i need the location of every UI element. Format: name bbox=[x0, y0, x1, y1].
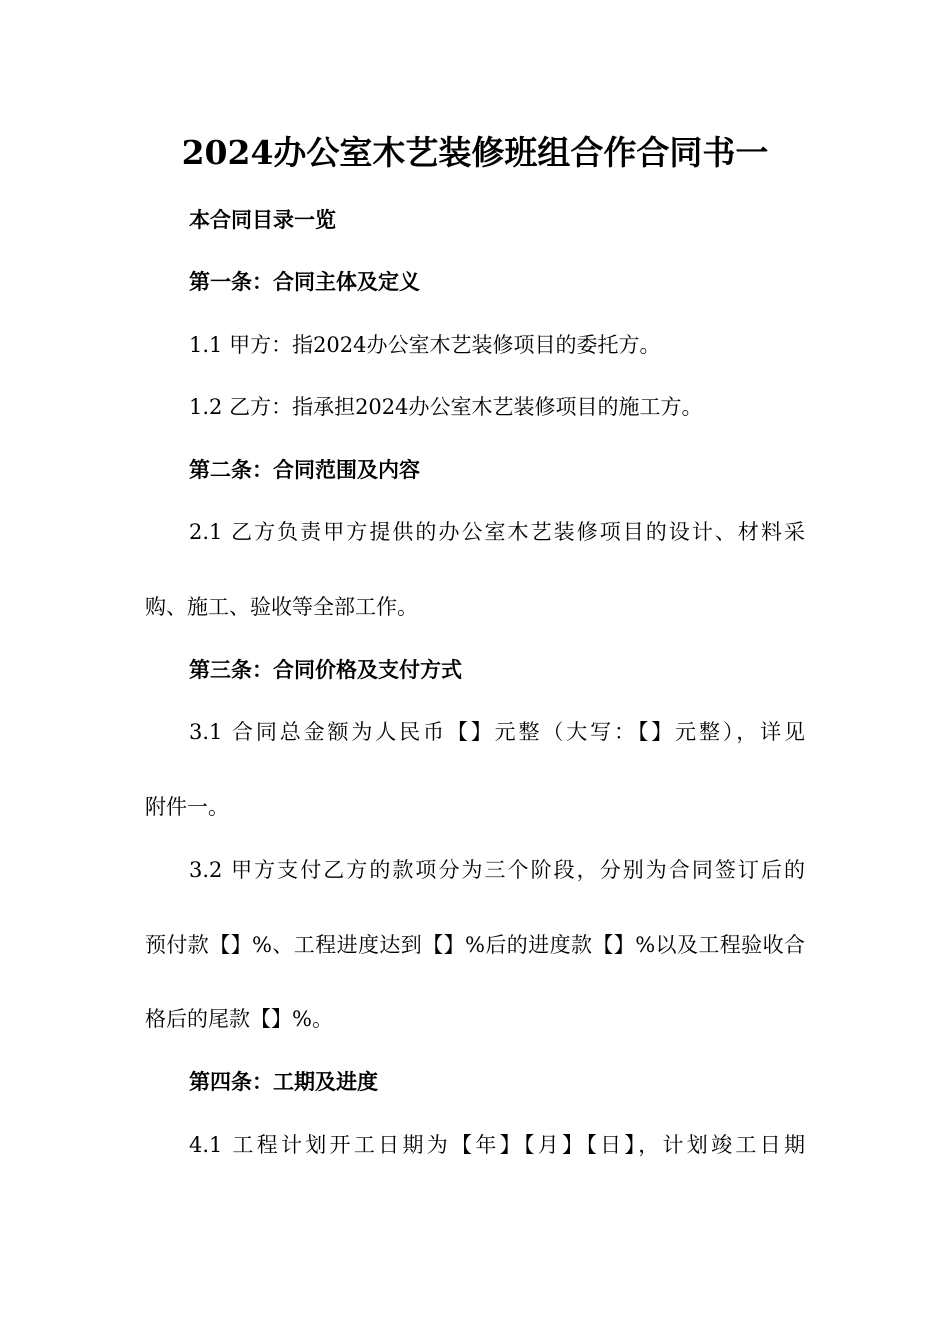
toc-heading: 本合同目录一览 bbox=[189, 208, 336, 232]
article-1-heading: 第一条：合同主体及定义 bbox=[189, 270, 420, 294]
document-title: 2024办公室木艺装修班组合作合同书一 bbox=[181, 133, 769, 172]
clause-4-1-line-1: 4.1 工程计划开工日期为【年】【月】【日】，计划竣工日期 bbox=[189, 1133, 805, 1157]
clause-3-2-line-2: 预付款【】%、工程进度达到【】%后的进度款【】%以及工程验收合 bbox=[145, 933, 805, 957]
clause-3-1-line-1: 3.1 合同总金额为人民币【】元整（大写：【】元整），详见 bbox=[189, 720, 805, 744]
article-2-heading: 第二条：合同范围及内容 bbox=[189, 458, 420, 482]
clause-3-2-line-3: 格后的尾款【】%。 bbox=[145, 1007, 333, 1031]
clause-3-1-line-2: 附件一。 bbox=[145, 795, 229, 819]
clause-3-2-line-1: 3.2 甲方支付乙方的款项分为三个阶段，分别为合同签订后的 bbox=[189, 858, 805, 882]
clause-1-1: 1.1 甲方：指2024办公室木艺装修项目的委托方。 bbox=[189, 333, 661, 357]
article-4-heading: 第四条：工期及进度 bbox=[189, 1070, 378, 1094]
clause-1-2: 1.2 乙方：指承担2024办公室木艺装修项目的施工方。 bbox=[189, 395, 703, 419]
article-3-heading: 第三条：合同价格及支付方式 bbox=[189, 658, 462, 682]
clause-2-1-line-1: 2.1 乙方负责甲方提供的办公室木艺装修项目的设计、材料采 bbox=[189, 520, 805, 544]
clause-2-1-line-2: 购、施工、验收等全部工作。 bbox=[145, 595, 418, 619]
